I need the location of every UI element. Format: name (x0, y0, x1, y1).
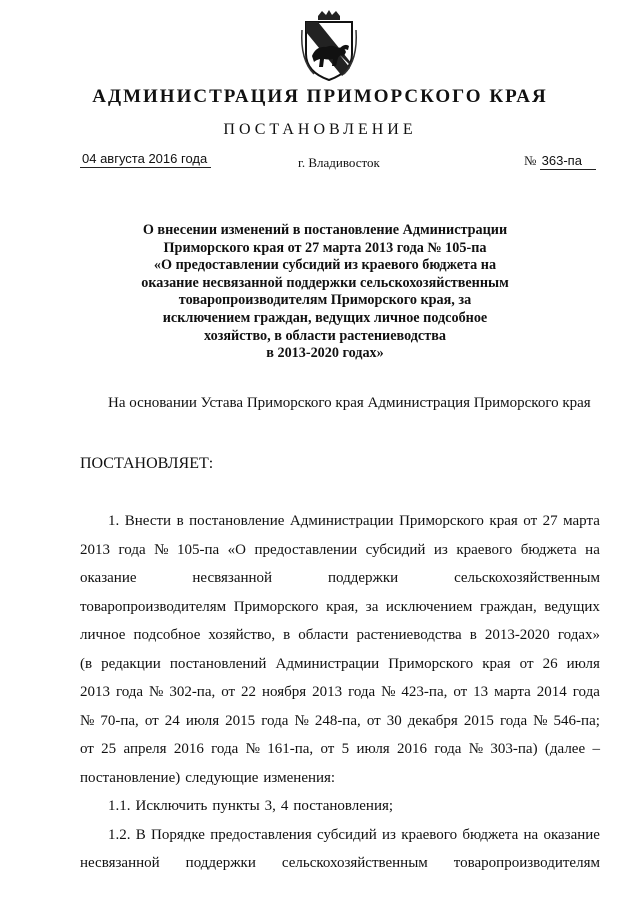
body-word: от (366, 712, 381, 729)
body-word: года (499, 712, 528, 729)
body-word: (в (80, 655, 93, 672)
body-word: 27 (542, 513, 558, 529)
body-word: растениеводства (356, 627, 462, 643)
body-word: апреля (123, 741, 167, 757)
body-word: предоставления (210, 826, 312, 843)
body-word: № (149, 684, 164, 700)
body-word: № (468, 741, 484, 757)
body-word: бюджета (520, 541, 577, 558)
body-line (80, 707, 600, 736)
body-word: сельскохозяйственным (454, 570, 600, 586)
body-word: бюджета (462, 826, 519, 843)
body-word: субсидий (316, 826, 377, 843)
body-word: 2015 (463, 712, 494, 729)
body-word: в (283, 627, 291, 643)
body-word: года (434, 741, 462, 757)
body-word: июля (356, 741, 390, 757)
number-value: 363-па (540, 153, 596, 170)
body-word: 26 (542, 655, 558, 672)
title-line: исключением граждан, ведущих личное подсобное (162, 309, 488, 326)
body-word: В (135, 826, 146, 843)
body-word: года (211, 741, 239, 757)
body-word: ведущих (544, 598, 600, 615)
body-line (80, 764, 600, 793)
organization-title: АДМИНИСТРАЦИЯ ПРИМОРСКОГО КРАЯ (92, 86, 548, 107)
body-word: № (154, 541, 169, 558)
body-word: подсобное (133, 627, 201, 643)
body-line (80, 792, 600, 821)
body-word: 5 (341, 741, 350, 757)
body-word: Приморского (233, 598, 319, 615)
title-line: «О предоставлении субсидий из краевого бюджета на (153, 257, 497, 274)
body-word: 2016 (173, 741, 204, 757)
body-word: оказание (543, 826, 600, 843)
document-type: ПОСТАНОВЛЕНИЕ (223, 121, 417, 138)
title-line: О внесении изменений в постановление Администрации (142, 222, 508, 238)
body-word: от (453, 684, 468, 700)
body-word: товаропроизводителям (453, 855, 600, 871)
body-word: 4 (280, 798, 289, 814)
decree-word: ПОСТАНОВЛЯЕТ: (80, 455, 214, 472)
body-word: в (176, 513, 184, 529)
body-word: Администрации (275, 655, 380, 672)
body-word: 303-па) (490, 741, 538, 757)
body-word: 302-па, (169, 684, 216, 700)
body-line (80, 507, 600, 536)
body-word: поддержки (327, 570, 399, 586)
body-word: поддержки (185, 855, 256, 871)
body-word: 30 (386, 712, 402, 729)
body-word: краевого (456, 541, 513, 558)
body-word: № (381, 684, 396, 700)
body-word: 24 (164, 712, 180, 729)
body-word: изменения: (263, 769, 336, 786)
body-word: 105-па (176, 541, 220, 558)
body-word: субсидий (365, 541, 426, 558)
body-word: 22 (241, 684, 257, 700)
body-word: постановление (189, 513, 285, 529)
body-word: № (245, 741, 260, 757)
body-word: 2013-2020 (484, 627, 550, 643)
body-line (80, 564, 600, 593)
body-word: года (572, 684, 600, 700)
body-word: на (585, 541, 600, 558)
body-word: редакции (101, 655, 161, 672)
body-word: декабря (407, 712, 458, 729)
body-word: 161-па, (267, 741, 314, 757)
body-line (80, 678, 600, 707)
body-word: – (592, 741, 600, 757)
body-word: оказание (80, 570, 137, 586)
body-word: в (469, 627, 477, 643)
body-word: несвязанной (80, 855, 160, 871)
document-city: г. Владивосток (298, 155, 380, 170)
body-word: 1. (108, 513, 120, 529)
body-word: ноября (261, 684, 307, 700)
body-word: Исключить (135, 798, 208, 814)
body-word: года (115, 684, 144, 700)
body-word: 70-па, (100, 712, 139, 729)
body-word: хозяйство, (208, 627, 276, 643)
body-word: постановлений (169, 655, 267, 672)
body-word: 2016 (397, 741, 428, 757)
body-word: исключением (385, 598, 473, 615)
body-word: предоставлении (254, 541, 358, 558)
body-word: области (298, 627, 349, 643)
body-word: края (489, 513, 518, 529)
title-line: хозяйство, в области растениеводства (204, 327, 446, 344)
body-word: 2013 (312, 684, 343, 700)
body-word: Администрации (289, 513, 394, 529)
body-word: пункты (212, 798, 260, 814)
body-word: 423-па, (401, 684, 448, 700)
document-date: 04 августа 2016 года (80, 151, 211, 168)
body-word: из (382, 826, 396, 843)
body-word: Приморского (388, 655, 474, 672)
title-line: в 2013-2020 годах» (266, 345, 384, 362)
document-number (524, 153, 596, 169)
body-word: года (348, 684, 376, 700)
body-word: 2015 (225, 712, 256, 729)
body-word: следующие (185, 769, 259, 786)
body-word: Приморского (399, 513, 484, 529)
body-word: марта (494, 684, 531, 700)
body-line (80, 593, 600, 622)
body-word: № (533, 712, 548, 729)
body-word: «О (227, 541, 246, 558)
body-line (80, 821, 600, 850)
title-line: Приморского края от 27 марта 2013 года № 105-па (163, 239, 487, 256)
body-line (80, 536, 600, 565)
document-title (120, 222, 530, 363)
body-word: июля (566, 655, 600, 672)
body-word: сельскохозяйственным (281, 855, 428, 871)
body-word: от (221, 684, 236, 700)
body-word: 248-па, (314, 712, 361, 729)
body-word: личное (80, 627, 126, 643)
body-word: годах» (557, 627, 600, 643)
coat-of-arms-icon (296, 10, 362, 84)
body-word: 2013 (80, 684, 110, 700)
body-word: из (433, 541, 448, 558)
document-body (80, 507, 600, 878)
body-word: граждан, (479, 598, 537, 615)
body-word: от (519, 655, 534, 672)
body-word: 2013 (80, 541, 110, 558)
body-word: края (482, 655, 511, 672)
body-word: от (523, 513, 538, 529)
body-word: года (118, 541, 146, 558)
body-word: № (294, 712, 309, 729)
legal-basis: На основании Устава Приморского края Администрация Приморского края (108, 395, 591, 411)
body-word: Порядке (151, 826, 205, 843)
body-word: постановления; (293, 798, 394, 814)
body-word: постановление) (80, 769, 181, 786)
body-word: года (261, 712, 289, 729)
body-line (80, 650, 600, 679)
body-word: 13 (473, 684, 489, 700)
body-line (80, 849, 600, 878)
body-word: края, (326, 598, 359, 615)
body-word: 2014 (536, 684, 567, 700)
body-word: (далее (544, 741, 586, 757)
body-word: краевого (401, 826, 458, 843)
body-word: 1.2. (108, 826, 131, 843)
body-word: 1.1. (108, 798, 131, 814)
body-word: 3, (264, 798, 276, 814)
body-word: марта (563, 513, 600, 529)
title-line: оказание несвязанной поддержки сельскохозяйственным (141, 274, 509, 291)
body-word: Внести (124, 513, 172, 529)
body-line (80, 621, 600, 650)
body-line (80, 735, 600, 764)
body-word: от (80, 741, 94, 757)
title-line: товаропроизводителям Приморского края, за (178, 292, 472, 309)
body-word: № (80, 712, 95, 729)
body-word: за (365, 598, 379, 615)
body-word: несвязанной (192, 570, 273, 586)
number-prefix: № (524, 153, 537, 168)
body-word: товаропроизводителям (80, 598, 227, 615)
body-word: 25 (101, 741, 117, 757)
body-word: от (320, 741, 335, 757)
body-word: на (523, 826, 539, 843)
body-word: 546-па; (553, 712, 600, 729)
body-word: июля (185, 712, 220, 729)
body-word: от (144, 712, 159, 729)
